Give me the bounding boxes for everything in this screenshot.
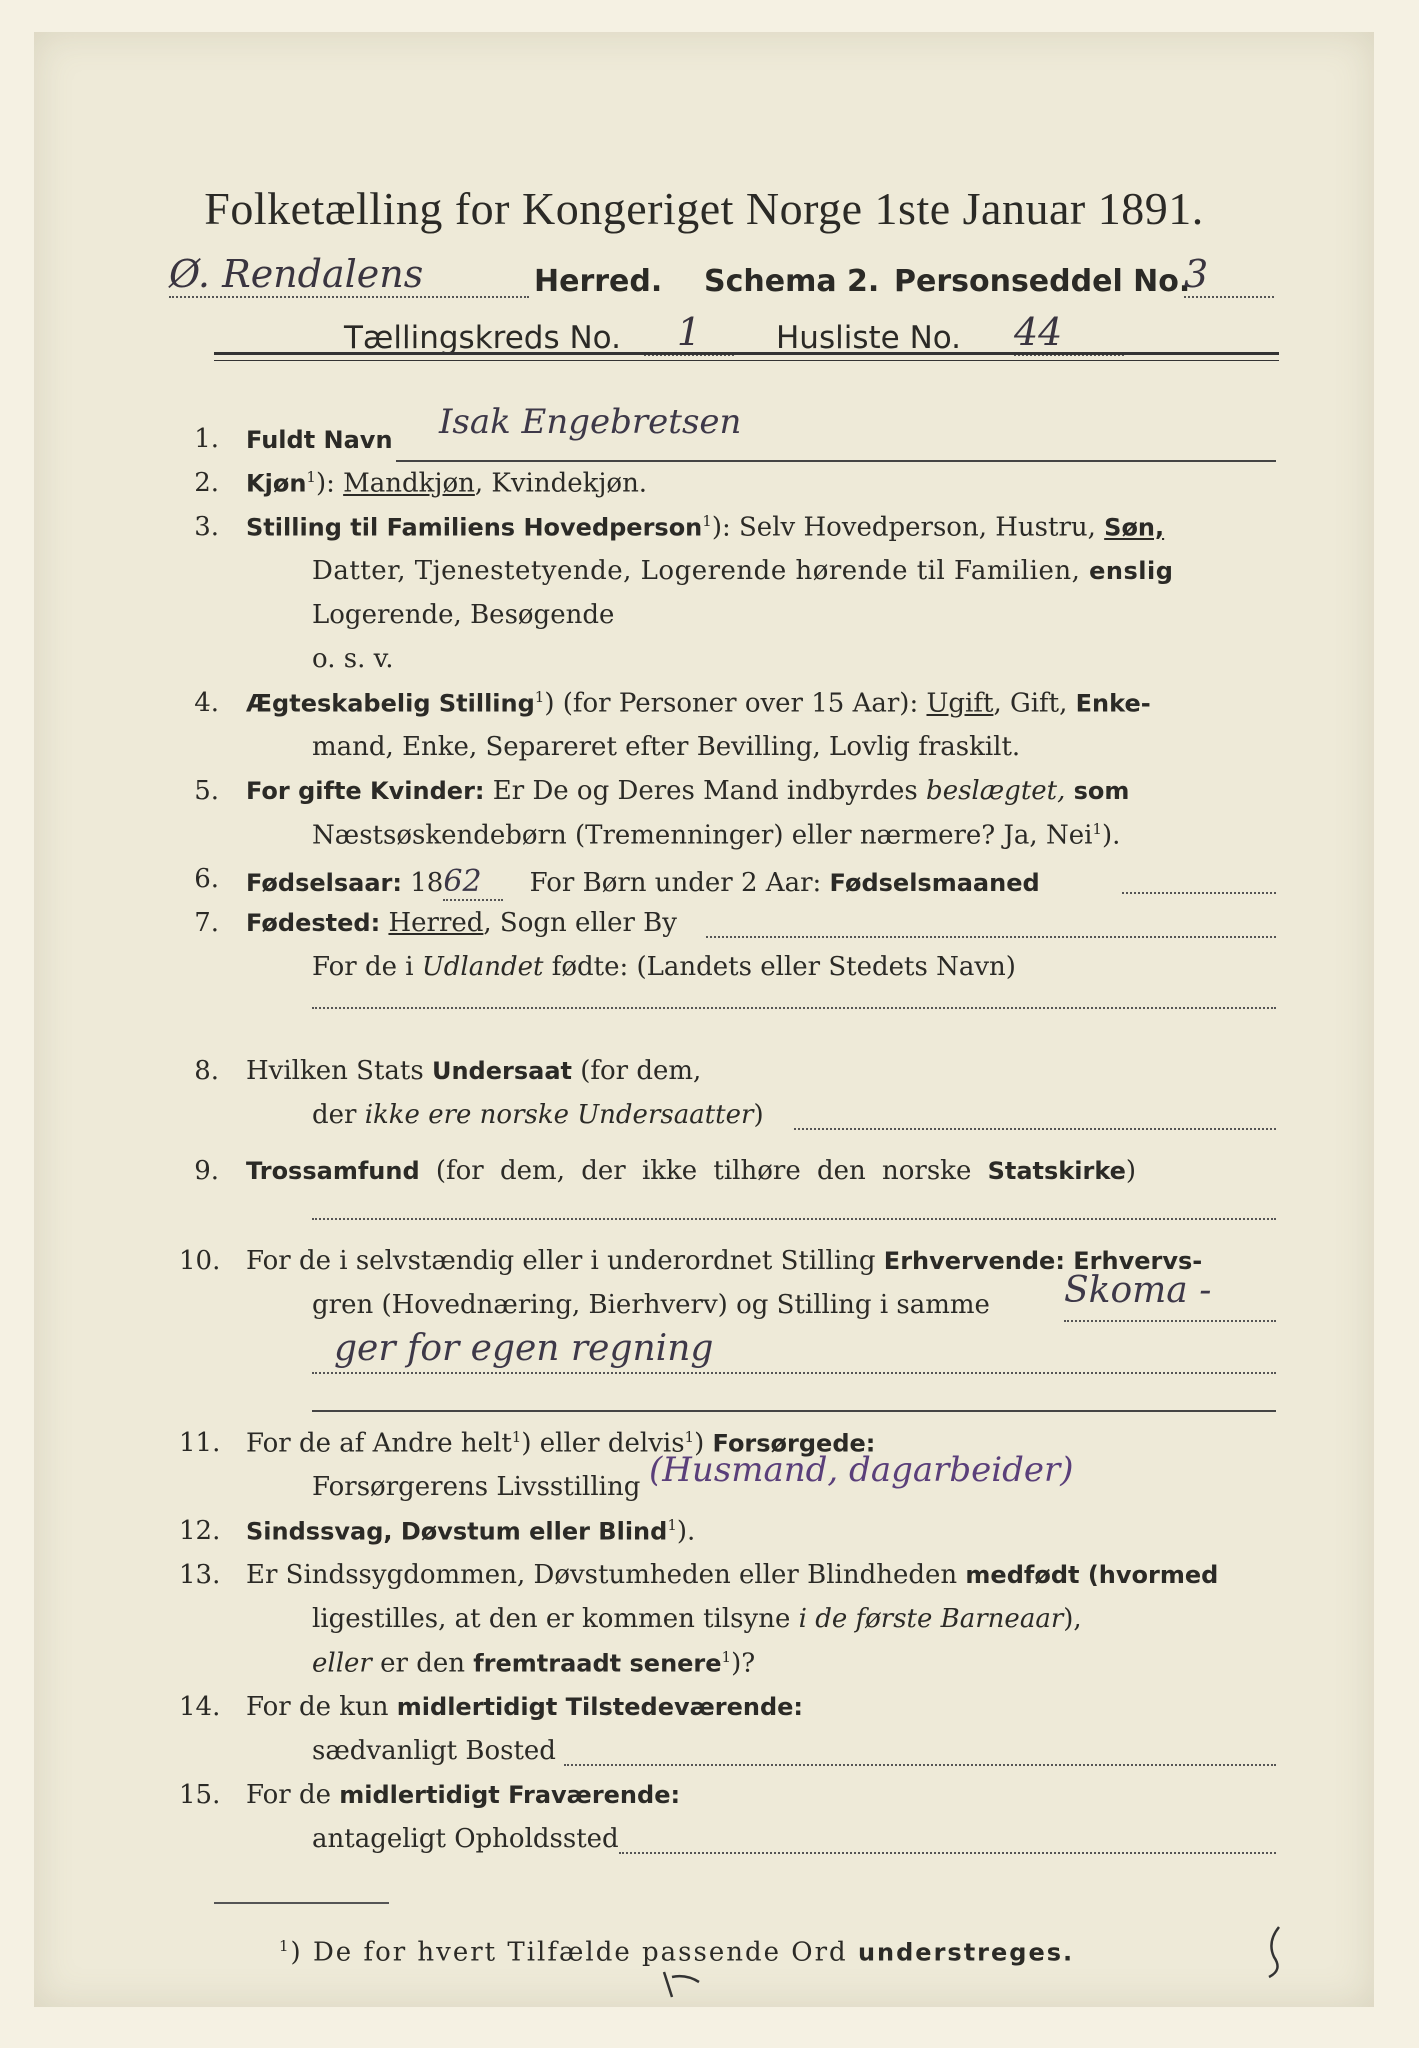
pen-mark-icon-2 (654, 1962, 714, 2002)
q4-line2: mand, Enke, Separeret efter Bevilling, Lovlig fraskilt. (312, 732, 1021, 762)
q11-line1-b: ) eller delvis (521, 1428, 685, 1459)
q3-line1-rest: ): Selv Hovedperson, Hustru, (711, 512, 1096, 543)
q13-line1-bold: medfødt (hvormed (965, 1561, 1219, 1589)
q11-line1-a: For de af Andre helt (246, 1428, 512, 1459)
q5-line1-italic: beslægtet, (926, 776, 1066, 806)
q2-line (246, 468, 647, 499)
header-line-herred (169, 252, 1279, 312)
q10-line1 (246, 1246, 1202, 1276)
q13-line3 (312, 1648, 755, 1679)
q11-number: 11. (179, 1428, 221, 1458)
q4-option-ugift: Ugift (926, 688, 994, 719)
q12-sup: 1 (667, 1516, 677, 1534)
q6-year-handwritten: 62 (443, 864, 503, 901)
q3-line2-text: Datter, Tjenestetyende, Logerende hørende til Familien, (312, 556, 1081, 586)
q13-line2-italic: i de første Barneaar (798, 1604, 1064, 1634)
q9-rest: (for dem, der ikke tilhøre den norske (435, 1156, 972, 1186)
q13-sup: 1 (721, 1648, 732, 1666)
q6-line1-bold: Fødselsmaaned (829, 869, 1040, 897)
q10-answer-1: Skoma - (1064, 1270, 1212, 1311)
q14-line2: sædvanligt Bosted (312, 1736, 556, 1766)
q8-line1-a: Hvilken Stats (246, 1056, 424, 1086)
q7-label: Fødested: (246, 909, 381, 937)
q6-label: Fødselsaar: (246, 869, 402, 897)
q4-number: 4. (194, 688, 219, 718)
q5-sup: 1 (1092, 820, 1102, 838)
q14-line1-a: For de kun (246, 1692, 389, 1722)
q8-line1-bold: Undersaat (431, 1057, 572, 1085)
q12-label: Sindssvag, Døvstum eller Blind (246, 1517, 668, 1546)
q7-line2-italic: Udlandet (421, 952, 544, 982)
q8-line1 (246, 1056, 701, 1086)
q3-line1 (246, 512, 1164, 543)
kreds-no: 1 (644, 310, 734, 356)
q13-line3-a: er den (380, 1648, 465, 1679)
footnote-text: ) De for hvert Tilfælde passende Ord (290, 1937, 848, 1968)
q15-fill-line (619, 1852, 1276, 1854)
q2-option-kvindekjon: Kvindekjøn. (491, 468, 648, 499)
q1-number: 1. (194, 424, 219, 454)
q8-line2-italic: ikke ere norske Undersaatter (364, 1100, 754, 1130)
q4-line1-rest: ) (for Personer over 15 Aar): (544, 688, 919, 719)
q6-number: 6. (194, 864, 219, 894)
q10-number: 10. (179, 1246, 221, 1276)
q11-answer: (Husmand, dagarbeider) (649, 1450, 1074, 1490)
q10-line1-bold: Erhvervende: Erhvervs- (883, 1247, 1203, 1275)
footnote-sup: 1 (279, 1937, 291, 1955)
q1-label: Fuldt Navn (246, 426, 393, 454)
q13-line3-bold: fremtraadt senere (473, 1649, 722, 1678)
q10-line2: gren (Hovednæring, Bierhverv) og Stilling i samme (312, 1290, 990, 1320)
q4-line1 (246, 688, 1151, 719)
q2-sup: 1 (306, 468, 316, 486)
q14-line1-bold: midlertidigt Tilstedeværende: (396, 1693, 804, 1721)
q3-line2-bold: enslig (1089, 557, 1174, 585)
q7-line2-a: For de i (312, 952, 414, 982)
q5-line1-rest: Er De og Deres Mand indbyrdes (492, 776, 918, 806)
q7-line1-rest: , Sogn eller By (483, 908, 677, 938)
q10-answer-2: ger for egen regning (334, 1328, 714, 1369)
q5-number: 5. (194, 776, 219, 806)
q8-line2-a: der (312, 1100, 357, 1130)
q3-label: Stilling til Familiens Hovedperson (246, 513, 703, 542)
q6-year-prefix: 18 (410, 868, 444, 898)
q3-line3: Logerende, Besøgende (312, 600, 615, 630)
q13-line3-b: )? (731, 1648, 756, 1679)
q7-fill-line (706, 936, 1276, 938)
q9-bold-end: Statskirke (987, 1157, 1126, 1185)
q9-label: Trossamfund (246, 1157, 420, 1185)
husliste-label: Husliste No. (776, 320, 962, 356)
q6-line1-rest: For Børn under 2 Aar: (529, 868, 822, 898)
q7-line2 (312, 952, 1016, 982)
herred-label: Herred. (534, 264, 663, 299)
footnote-rule (214, 1902, 389, 1904)
q5-line2-text: Næstsøskendebørn (Tremenninger) eller nærmere? Ja, Nei (312, 820, 1093, 851)
q10-fill-line-3 (312, 1410, 1276, 1412)
q13-line1-text: Er Sindssygdommen, Døvstumheden eller Blindheden (246, 1560, 958, 1590)
q8-line1-b: (for dem, (580, 1056, 702, 1086)
kreds-label: Tællingskreds No. (344, 320, 621, 356)
schema-label: Schema 2. (704, 264, 880, 299)
q3-line2 (312, 556, 1173, 586)
q9-line1 (246, 1156, 1136, 1186)
q8-line2-b: ) (753, 1100, 764, 1130)
q5-line1 (246, 776, 1129, 806)
q10-fill-line-1 (1064, 1320, 1276, 1322)
q2-after: ): (315, 468, 335, 499)
q7-line1 (246, 908, 677, 938)
q9-end: ) (1125, 1156, 1137, 1186)
q10-fill-line-2 (312, 1372, 1276, 1374)
q12-number: 12. (179, 1516, 221, 1546)
q3-sup: 1 (702, 512, 712, 530)
q13-line2 (312, 1604, 1082, 1634)
census-form-page (34, 32, 1374, 2007)
q4-line1-bold: Enke- (1075, 689, 1151, 718)
q5-label: For gifte Kvinder: (246, 777, 485, 805)
q7-fill-line-2 (312, 1007, 1276, 1009)
q3-line4: o. s. v. (312, 644, 394, 674)
personseddel-no: 3 (1184, 252, 1274, 298)
q6-line1 (246, 864, 1040, 901)
q8-fill-line (794, 1128, 1276, 1130)
q14-fill-line (564, 1764, 1276, 1766)
q2-sep: , (474, 468, 484, 499)
q4-sup: 1 (534, 688, 545, 706)
form-title: Folketælling for Kongeriget Norge 1ste Januar 1891. (204, 183, 1204, 234)
q2-option-mandkjon: Mandkjøn (343, 468, 475, 499)
q10-line1-a: For de i selvstændig eller i underordnet Stilling (246, 1246, 876, 1276)
q2-number: 2. (194, 468, 219, 498)
q13-line1 (246, 1560, 1218, 1590)
q13-line2-b: ), (1063, 1604, 1082, 1634)
q4-label: Ægteskabelig Stilling (246, 689, 535, 718)
q9-fill-line (312, 1218, 1276, 1220)
q7-option-herred: Herred (388, 908, 484, 938)
q7-number: 7. (194, 908, 219, 938)
personseddel-label: Personseddel No. (894, 264, 1191, 299)
q11-sup: 1 (511, 1428, 522, 1446)
husliste-no: 44 (1014, 310, 1124, 356)
q13-number: 13. (179, 1560, 221, 1590)
q11-line1-c: ) (694, 1428, 705, 1459)
herred-name: Ø. Rendalens (169, 252, 529, 298)
q5-line2 (312, 820, 1120, 851)
q12-line1 (246, 1516, 695, 1547)
pen-mark-icon (1249, 1922, 1299, 1982)
q15-line1-a: For de (246, 1780, 331, 1810)
q5-line2-end: ). (1101, 820, 1121, 851)
q2-label: Kjøn (246, 469, 307, 498)
header-rule (214, 352, 1279, 355)
footnote-bold: understreges. (857, 1938, 1075, 1967)
q9-number: 9. (194, 1156, 219, 1186)
q11-sup-2: 1 (684, 1428, 695, 1446)
header-rule-thin (214, 360, 1279, 361)
q15-number: 15. (179, 1780, 221, 1810)
q1-answer-name: Isak Engebretsen (439, 402, 742, 442)
q3-number: 3. (194, 512, 219, 542)
q11-line1-bold: Forsørgede: (712, 1429, 876, 1458)
q13-line2-a: ligestilles, at den er kommen tilsyne (312, 1604, 791, 1634)
q7-line2-b: fødte: (Landets eller Stedets Navn) (551, 952, 1016, 982)
q15-line2: antageligt Opholdssted (312, 1824, 619, 1854)
q13-line3-italic: eller (312, 1648, 372, 1679)
q4-line1-end: , Gift, (993, 688, 1068, 719)
q14-line1 (246, 1692, 803, 1722)
q15-line1 (246, 1780, 680, 1810)
header-line-kreds (344, 310, 1164, 364)
q8-line2 (312, 1100, 764, 1130)
q3-option-son: Søn, (1104, 513, 1165, 542)
q14-number: 14. (179, 1692, 221, 1722)
q5-line1-bold: som (1073, 777, 1130, 805)
q1-answer-line (396, 460, 1276, 462)
q11-line2: Forsørgerens Livsstilling (312, 1472, 641, 1502)
q12-end: ). (676, 1516, 696, 1547)
q8-number: 8. (194, 1056, 219, 1086)
q6-fill-line (1122, 892, 1276, 894)
q15-line1-bold: midlertidigt Fraværende: (339, 1781, 681, 1809)
